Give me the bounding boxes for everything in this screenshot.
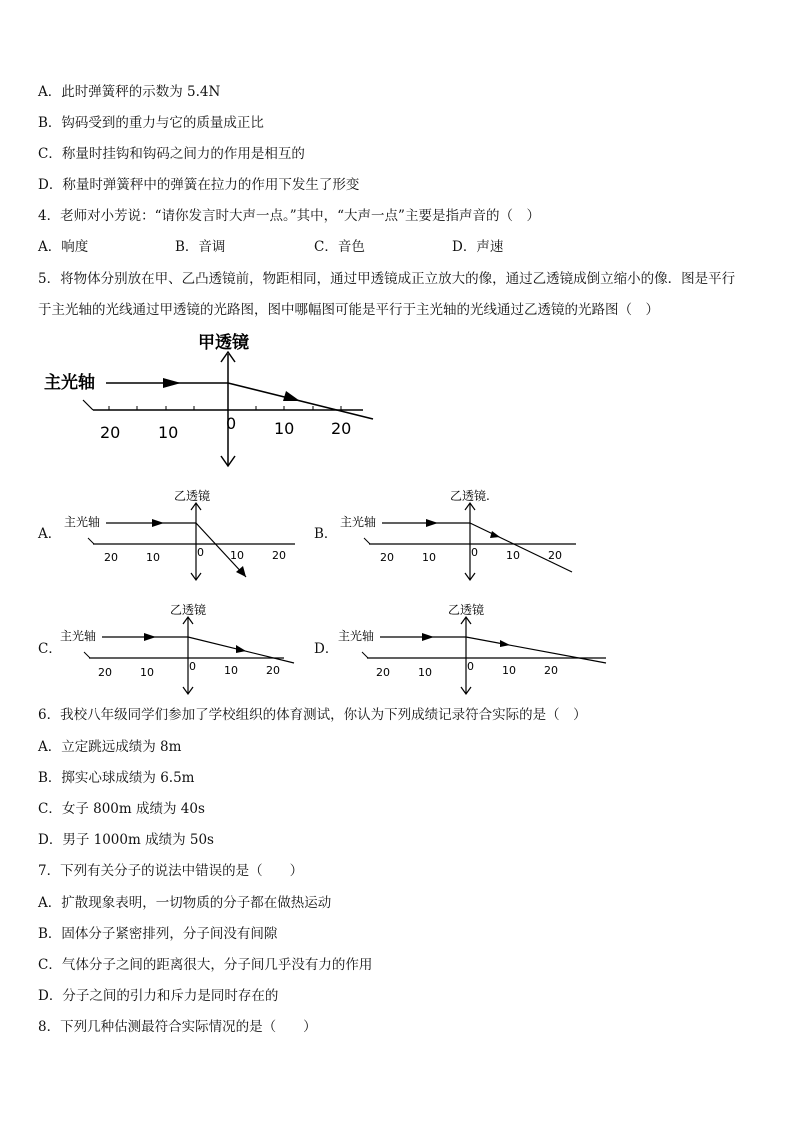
choice-a-letter: A．: [38, 526, 62, 542]
axis-label: 主光轴: [64, 515, 101, 529]
q4-option-c: C．音色: [314, 239, 365, 255]
lens-label: 乙透镜: [448, 603, 485, 617]
q4-stem: 4．老师对小芳说：“请你发言时大声一点。”其中，“大声一点”主要是指声音的（ ）: [38, 208, 540, 224]
q7-option-b: B．固体分子紧密排列，分子间没有间隙: [38, 926, 278, 942]
choice-c-figure: [56, 598, 306, 698]
q4-option-b: B．音调: [175, 239, 226, 255]
axis-label: 主光轴: [338, 629, 375, 643]
q7-option-d: D．分子之间的引力和斥力是同时存在的: [38, 988, 279, 1004]
tick-label: 10: [418, 666, 432, 679]
choice-a-figure: [60, 484, 310, 584]
q3-option-a: A．此时弹簧秤的示数为 5.4N: [38, 84, 221, 100]
tick-label: 10: [230, 549, 244, 562]
tick-label: 10: [506, 549, 520, 562]
tick-label: 20: [331, 419, 352, 438]
axis-label: 主光轴: [60, 629, 97, 643]
choice-c-letter: C．: [38, 641, 62, 657]
q3-option-d: D．称量时弹簧秤中的弹簧在拉力的作用下发生了形变: [38, 177, 360, 193]
q3-option-b: B．钩码受到的重力与它的质量成正比: [38, 115, 264, 131]
q3-option-c: C．称量时挂钩和钩码之间力的作用是相互的: [38, 146, 305, 162]
q5-stem-line1: 5．将物体分别放在甲、乙凸透镜前，物距相同，通过甲透镜成正立放大的像，通过乙透镜成倒立缩小的像．图是平行: [38, 271, 736, 287]
choice-b-letter: B．: [314, 526, 338, 542]
q7-option-a: A．扩散现象表明，一切物质的分子都在做热运动: [38, 895, 332, 911]
tick-label: 10: [158, 423, 179, 442]
tick-label: 20: [98, 666, 112, 679]
tick-label: 0: [467, 660, 474, 673]
lens-label: 乙透镜: [174, 489, 211, 503]
tick-label: 20: [266, 664, 280, 677]
tick-label: 10: [274, 419, 295, 438]
lens-label: 乙透镜.: [450, 489, 490, 503]
q7-stem: 7．下列有关分子的说法中错误的是（ ）: [38, 863, 304, 879]
q6-stem: 6．我校八年级同学们参加了学校组织的体育测试，你认为下列成绩记录符合实际的是（ ）: [38, 707, 587, 723]
tick-label: 20: [100, 423, 121, 442]
tick-label: 0: [197, 546, 204, 559]
q5-stem-line2: 于主光轴的光线通过甲透镜的光路图，图中哪幅图可能是平行于主光轴的光线通过乙透镜的光路图（ ）: [38, 302, 659, 318]
choice-d-letter: D．: [314, 641, 339, 657]
tick-label: 10: [146, 551, 160, 564]
q4-option-d: D．声速: [452, 239, 504, 255]
q6-option-c: C．女子 800m 成绩为 40s: [38, 801, 205, 817]
q8-stem: 8．下列几种估测最符合实际情况的是（ ）: [38, 1019, 317, 1035]
tick-label: 20: [544, 664, 558, 677]
tick-label: 0: [471, 546, 478, 559]
lens-label: 甲透镜: [198, 333, 249, 353]
tick-label: 10: [502, 664, 516, 677]
tick-label: 10: [140, 666, 154, 679]
tick-label: 10: [422, 551, 436, 564]
choice-d-figure: [334, 598, 614, 698]
q6-option-a: A．立定跳远成绩为 8m: [38, 739, 182, 755]
axis-label: 主光轴: [340, 515, 377, 529]
tick-label: 0: [189, 660, 196, 673]
q6-option-d: D．男子 1000m 成绩为 50s: [38, 832, 214, 848]
tick-label: 10: [224, 664, 238, 677]
tick-label: 20: [548, 549, 562, 562]
q7-option-c: C．气体分子之间的距离很大，分子间几乎没有力的作用: [38, 957, 373, 973]
choice-b-figure: [336, 484, 586, 584]
q6-option-b: B．掷实心球成绩为 6.5m: [38, 770, 195, 786]
tick-label: 20: [104, 551, 118, 564]
tick-label: 20: [272, 549, 286, 562]
lens-label: 乙透镜: [170, 603, 207, 617]
tick-label: 20: [376, 666, 390, 679]
axis-label: 主光轴: [44, 373, 95, 393]
q4-option-a: A．响度: [38, 239, 89, 255]
tick-label: 20: [380, 551, 394, 564]
main-lens-figure: [38, 328, 378, 470]
tick-label: 0: [226, 414, 237, 433]
